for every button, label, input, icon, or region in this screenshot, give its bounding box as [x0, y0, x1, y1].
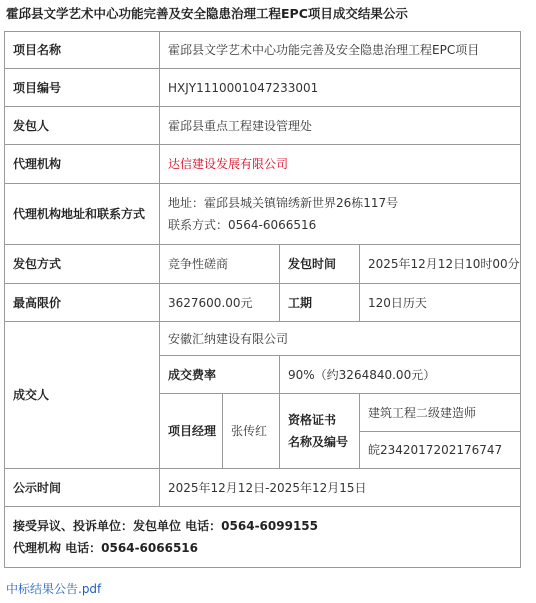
method-label: 发包方式	[5, 245, 160, 284]
table-row	[5, 322, 521, 356]
table-row	[5, 469, 521, 507]
winner-label: 成交人	[5, 322, 160, 469]
agency-phone: 联系方式：0564-6066516	[168, 218, 317, 232]
agency-value: 达信建设发展有限公司	[160, 145, 521, 184]
time-label: 发包时间	[280, 245, 360, 284]
price-value: 3627600.00元	[160, 284, 280, 322]
publicity-value: 2025年12月12日-2025年12月15日	[160, 469, 521, 507]
period-label: 工期	[280, 284, 360, 322]
table-row	[5, 145, 521, 184]
manager-value: 张传红	[223, 394, 280, 469]
result-table	[4, 31, 521, 568]
table-row	[5, 107, 521, 145]
objection-line: 接受异议、投诉单位：发包单位 电话：0564-6099155	[13, 519, 319, 533]
project-no-label: 项目编号	[5, 69, 160, 107]
cert-no: 皖2342017202176747	[360, 432, 521, 469]
agency-contact-label: 代理机构地址和联系方式	[5, 184, 160, 245]
time-value: 2025年12月12日10时00分	[360, 245, 521, 284]
employer-value: 霍邱县重点工程建设管理处	[160, 107, 521, 145]
objection-agency-line: 代理机构 电话：0564-6066516	[13, 541, 199, 555]
winner-name: 安徽汇纳建设有限公司	[160, 322, 521, 356]
period-value: 120日历天	[360, 284, 521, 322]
table-row	[5, 184, 521, 245]
agency-contact-value	[160, 184, 521, 245]
agency-label: 代理机构	[5, 145, 160, 184]
table-row	[5, 507, 521, 568]
cert-label	[280, 394, 360, 469]
cert-name: 建筑工程二级建造师	[360, 394, 521, 432]
method-value: 竞争性磋商	[160, 245, 280, 284]
cert-label-line-2: 名称及编号	[288, 435, 349, 449]
fee-label: 成交费率	[160, 356, 280, 394]
fee-value: 90%（约3264840.00元）	[280, 356, 521, 394]
employer-label: 发包人	[5, 107, 160, 145]
table-row	[5, 69, 521, 107]
publicity-label: 公示时间	[5, 469, 160, 507]
project-no-value: HXJY1110001047233001	[160, 69, 521, 107]
page-title: 霍邱县文学艺术中心功能完善及安全隐患治理工程EPC项目成交结果公示	[6, 6, 408, 21]
price-label: 最高限价	[5, 284, 160, 322]
table-row	[5, 245, 521, 284]
objection-cell	[5, 507, 521, 568]
project-name-value: 霍邱县文学艺术中心功能完善及安全隐患治理工程EPC项目	[160, 32, 521, 69]
cert-label-line-1: 资格证书	[288, 413, 337, 427]
attachment-pdf-link[interactable]: 中标结果公告.pdf	[6, 582, 102, 596]
agency-address: 地址：霍邱县城关镇锦绣新世界26栋117号	[168, 196, 399, 210]
project-name-label: 项目名称	[5, 32, 160, 69]
manager-label: 项目经理	[160, 394, 223, 469]
table-row	[5, 284, 521, 322]
table-row	[5, 32, 521, 69]
